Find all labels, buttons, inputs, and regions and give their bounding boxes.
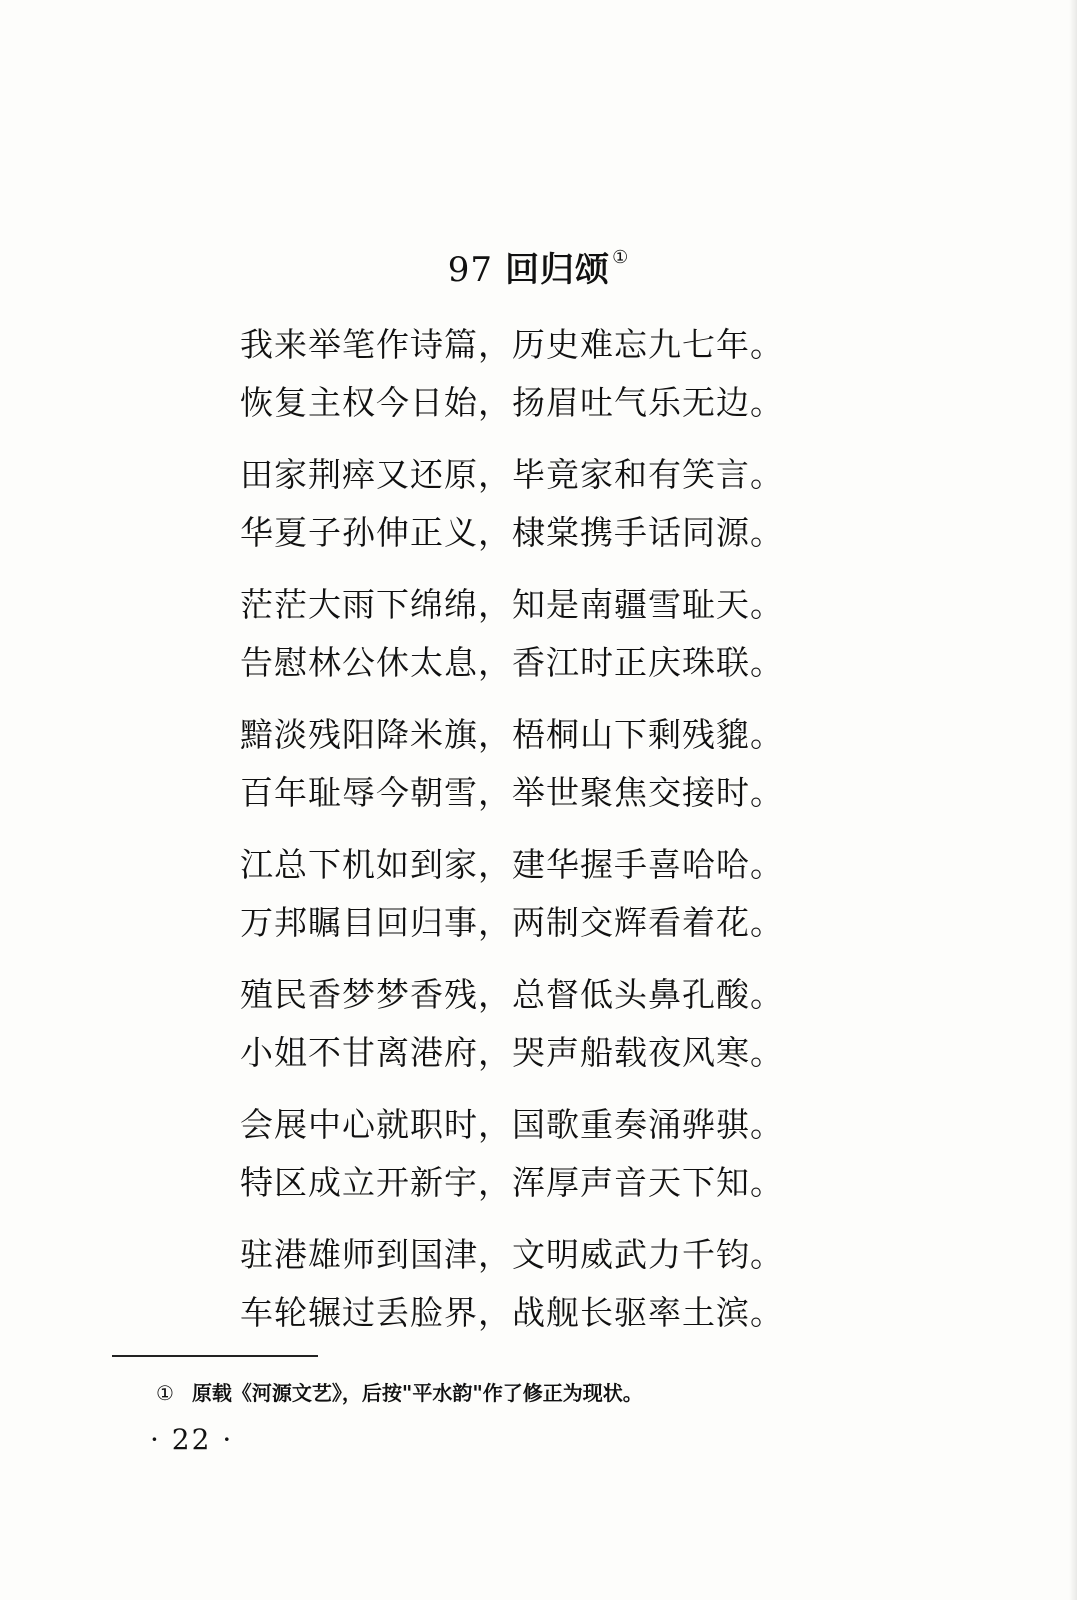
footnote-divider <box>112 1355 318 1357</box>
stanza-5 <box>240 836 840 952</box>
poem-name: 回归颂 <box>505 250 611 290</box>
stanza-7 <box>240 1096 840 1212</box>
poem-line: 殖民香梦梦香残，总督低头鼻孔酸。 <box>240 975 784 1014</box>
poem-line: 告慰林公休太息，香江时正庆珠联。 <box>240 643 784 682</box>
poem-line: 我来举笔作诗篇，历史难忘九七年。 <box>240 325 784 364</box>
poem-line: 会展中心就职时，国歌重奏涌骅骐。 <box>240 1105 784 1144</box>
page-number: · 22 · <box>150 1423 234 1456</box>
stanza-6 <box>240 966 840 1082</box>
poem-line: 特区成立开新宇，浑厚声音天下知。 <box>240 1163 784 1202</box>
stanza-3 <box>240 576 840 692</box>
footnote <box>156 1376 643 1410</box>
poem-line: 田家荆瘁又还原，毕竟家和有笑言。 <box>240 455 784 494</box>
poem-number: 97 <box>447 250 494 290</box>
poem-title <box>0 228 1077 300</box>
poem-line: 百年耻辱今朝雪，举世聚焦交接时。 <box>240 773 784 812</box>
stanza-2 <box>240 446 840 562</box>
stanza-8 <box>240 1226 840 1342</box>
poem-line: 小姐不甘离港府，哭声船载夜风寒。 <box>240 1033 784 1072</box>
footnote-mark: ① <box>156 1381 174 1405</box>
stanza-4 <box>240 706 840 822</box>
poem-line: 华夏子孙伸正义，棣棠携手话同源。 <box>240 513 784 552</box>
poem-line: 万邦瞩目回归事，两制交辉看着花。 <box>240 903 784 942</box>
poem-line: 驻港雄师到国津，文明威武力千钧。 <box>240 1235 784 1274</box>
poem-line: 车轮辗过丢脸界，战舰长驱率土滨。 <box>240 1293 784 1332</box>
scan-edge-shadow <box>1069 0 1077 1600</box>
poem-line: 黯淡残阳降米旗，梧桐山下剩残貔。 <box>240 715 784 754</box>
stanza-1 <box>240 316 840 432</box>
footnote-reference: ① <box>612 247 630 268</box>
poem-line: 恢复主权今日始，扬眉吐气乐无边。 <box>240 383 784 422</box>
poem-line: 茫茫大雨下绵绵，知是南疆雪耻天。 <box>240 585 784 624</box>
footnote-text: 原载《河源文艺》，后按"平水韵"作了修正为现状。 <box>191 1381 643 1405</box>
poem-body <box>240 316 840 1356</box>
poem-line: 江总下机如到家，建华握手喜哈哈。 <box>240 845 784 884</box>
